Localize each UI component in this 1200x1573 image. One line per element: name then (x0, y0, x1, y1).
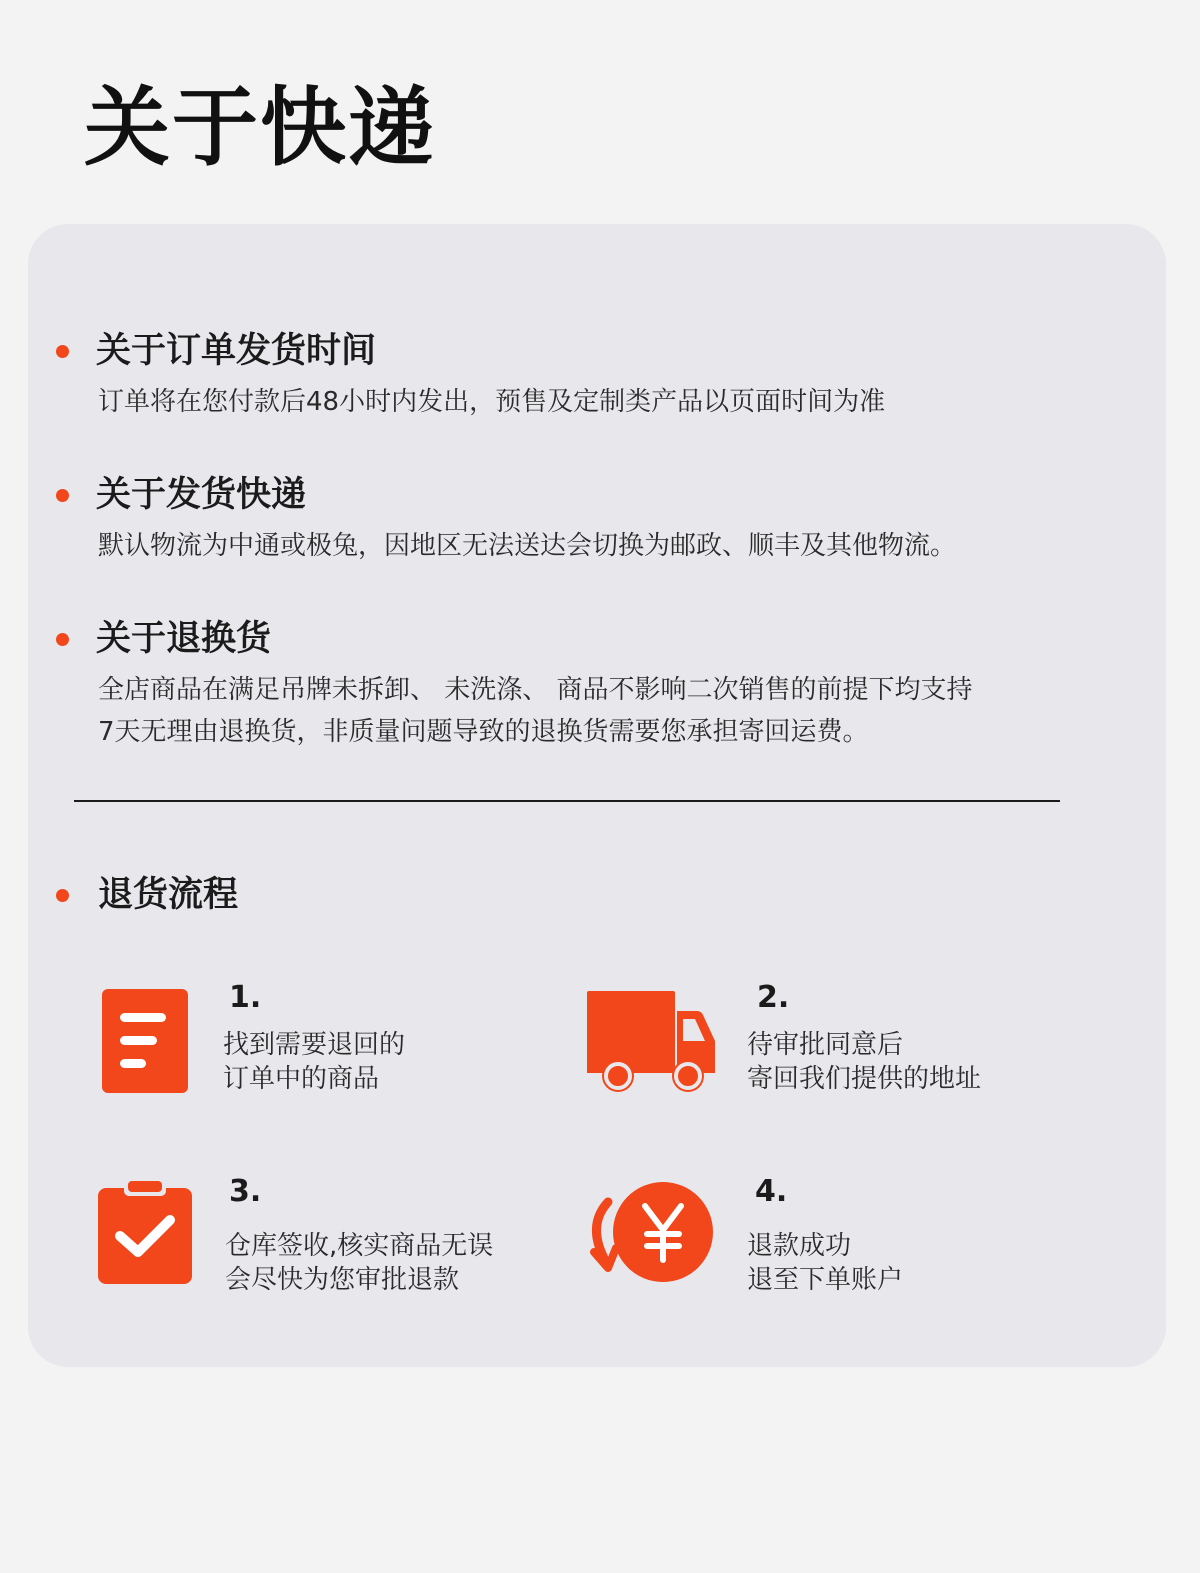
clipboard-check-icon (98, 1178, 192, 1284)
bullet-dot (56, 345, 69, 358)
divider (74, 800, 1060, 802)
step-text-line: 会尽快为您审批退款 (225, 1265, 460, 1295)
document-list-icon (102, 989, 188, 1093)
section-heading: 关于退换货 (96, 619, 272, 659)
section-body-line: 7天无理由退换货，非质量问题导致的退换货需要您承担寄回运费。 (98, 717, 869, 747)
bullet-dot (56, 889, 69, 902)
step-text-line: 待审批同意后 (747, 1030, 904, 1060)
bullet-dot (56, 489, 69, 502)
step-text-line: 退至下单账户 (747, 1265, 904, 1295)
step-text-line: 找到需要退回的 (223, 1030, 406, 1060)
section-heading: 关于发货快递 (96, 475, 307, 515)
step-text-line: 仓库签收,核实商品无误 (225, 1231, 494, 1261)
section-heading: 退货流程 (98, 875, 239, 915)
section-body-line: 订单将在您付款后48小时内发出，预售及定制类产品以页面时间为准 (98, 387, 886, 417)
delivery-truck-icon (585, 989, 717, 1093)
step-number: 1. (229, 980, 262, 1015)
section-body-line: 全店商品在满足吊牌未拆卸、 未洗涤、 商品不影响二次销售的前提下均支持 (98, 675, 973, 705)
bullet-dot (56, 633, 69, 646)
section-heading: 关于订单发货时间 (96, 331, 377, 371)
yuan-refund-icon (576, 1180, 716, 1284)
section-body-line: 默认物流为中通或极兔，因地区无法送达会切换为邮政、顺丰及其他物流。 (98, 531, 957, 561)
step-number: 2. (757, 980, 790, 1015)
step-text-line: 退款成功 (747, 1231, 852, 1261)
step-text-line: 寄回我们提供的地址 (747, 1064, 982, 1094)
info-card (28, 224, 1166, 1367)
step-number: 4. (755, 1174, 788, 1209)
step-text-line: 订单中的商品 (223, 1064, 380, 1094)
page-title: 关于快递 (84, 78, 436, 178)
step-number: 3. (229, 1174, 262, 1209)
